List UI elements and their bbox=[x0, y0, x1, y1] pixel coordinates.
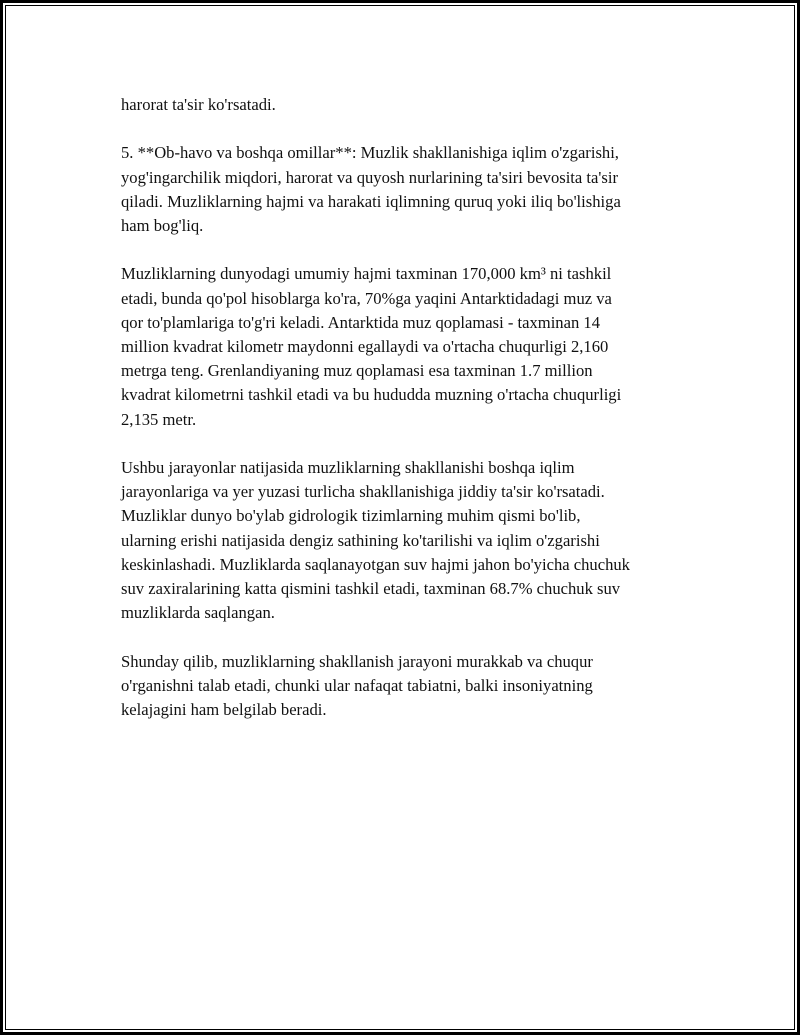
text-line: muzliklarda saqlangan. bbox=[121, 603, 275, 623]
text-line: Shunday qilib, muzliklarning shakllanish jarayoni murakkab va chuqur bbox=[121, 651, 593, 671]
text-line: jarayonlariga va yer yuzasi turlicha shakllanishiga jiddiy ta'sir ko'rsatadi. bbox=[121, 482, 605, 502]
paragraph-glacier-volume bbox=[121, 262, 701, 431]
text-line: ularning erishi natijasida dengiz sathining ko'tarilishi va iqlim o'zgarishi bbox=[121, 530, 600, 550]
text-line: keskinlashadi. Muzliklarda saqlanayotgan suv hajmi jahon bo'yicha chuchuk bbox=[121, 554, 630, 574]
document-body bbox=[121, 93, 701, 746]
text-line: Ushbu jarayonlar natijasida muzliklarning shakllanishi boshqa iqlim bbox=[121, 458, 575, 477]
text-line: ham bog'liq. bbox=[121, 216, 204, 235]
paragraph-continuation bbox=[121, 93, 701, 117]
text-line: etadi, bunda qo'pol hisoblarga ko'ra, 70%ga yaqini Antarktidadagi muz va bbox=[121, 288, 612, 308]
text-line: million kvadrat kilometr maydonni egallaydi va o'rtacha chuqurligi 2,160 bbox=[121, 337, 609, 356]
text-line: harorat ta'sir ko'rsatadi. bbox=[121, 95, 276, 114]
text-line: suv zaxiralarining katta qismini tashkil etadi, taxminan 68.7% chuchuk suv bbox=[121, 579, 621, 599]
text-line: kvadrat kilometrni tashkil etadi va bu hududda muzning o'rtacha chuqurligi bbox=[121, 385, 622, 405]
text-line: Muzliklarning dunyodagi umumiy hajmi taxminan 170,000 km³ ni tashkil bbox=[121, 264, 612, 284]
text-line: qor to'plamlariga to'g'ri keladi. Antarktida muz qoplamasi - taxminan 14 bbox=[121, 312, 601, 332]
text-line: qiladi. Muzliklarning hajmi va harakati iqlimning quruq yoki iliq bo'lishiga bbox=[121, 191, 621, 211]
paragraph-conclusion bbox=[121, 650, 701, 723]
paragraph-weather-factors bbox=[121, 141, 701, 238]
text-line: 2,135 metr. bbox=[121, 409, 197, 429]
text-line: o'rganishni talab etadi, chunki ular nafaqat tabiatni, balki insoniyatning bbox=[121, 675, 593, 695]
text-line: 5. **Ob-havo va boshqa omillar**: Muzlik shakllanishiga iqlim o'zgarishi, bbox=[121, 143, 619, 163]
text-line: metrga teng. Grenlandiyaning muz qoplamasi esa taxminan 1.7 million bbox=[121, 361, 593, 381]
text-line: yog'ingarchilik miqdori, harorat va quyosh nurlarining ta'siri bevosita ta'sir bbox=[121, 167, 618, 187]
paragraph-climate-impact bbox=[121, 456, 701, 625]
text-line: kelajagini ham belgilab beradi. bbox=[121, 700, 327, 720]
text-line: Muzliklar dunyo bo'ylab gidrologik tizimlarning muhim qismi bo'lib, bbox=[121, 506, 581, 526]
